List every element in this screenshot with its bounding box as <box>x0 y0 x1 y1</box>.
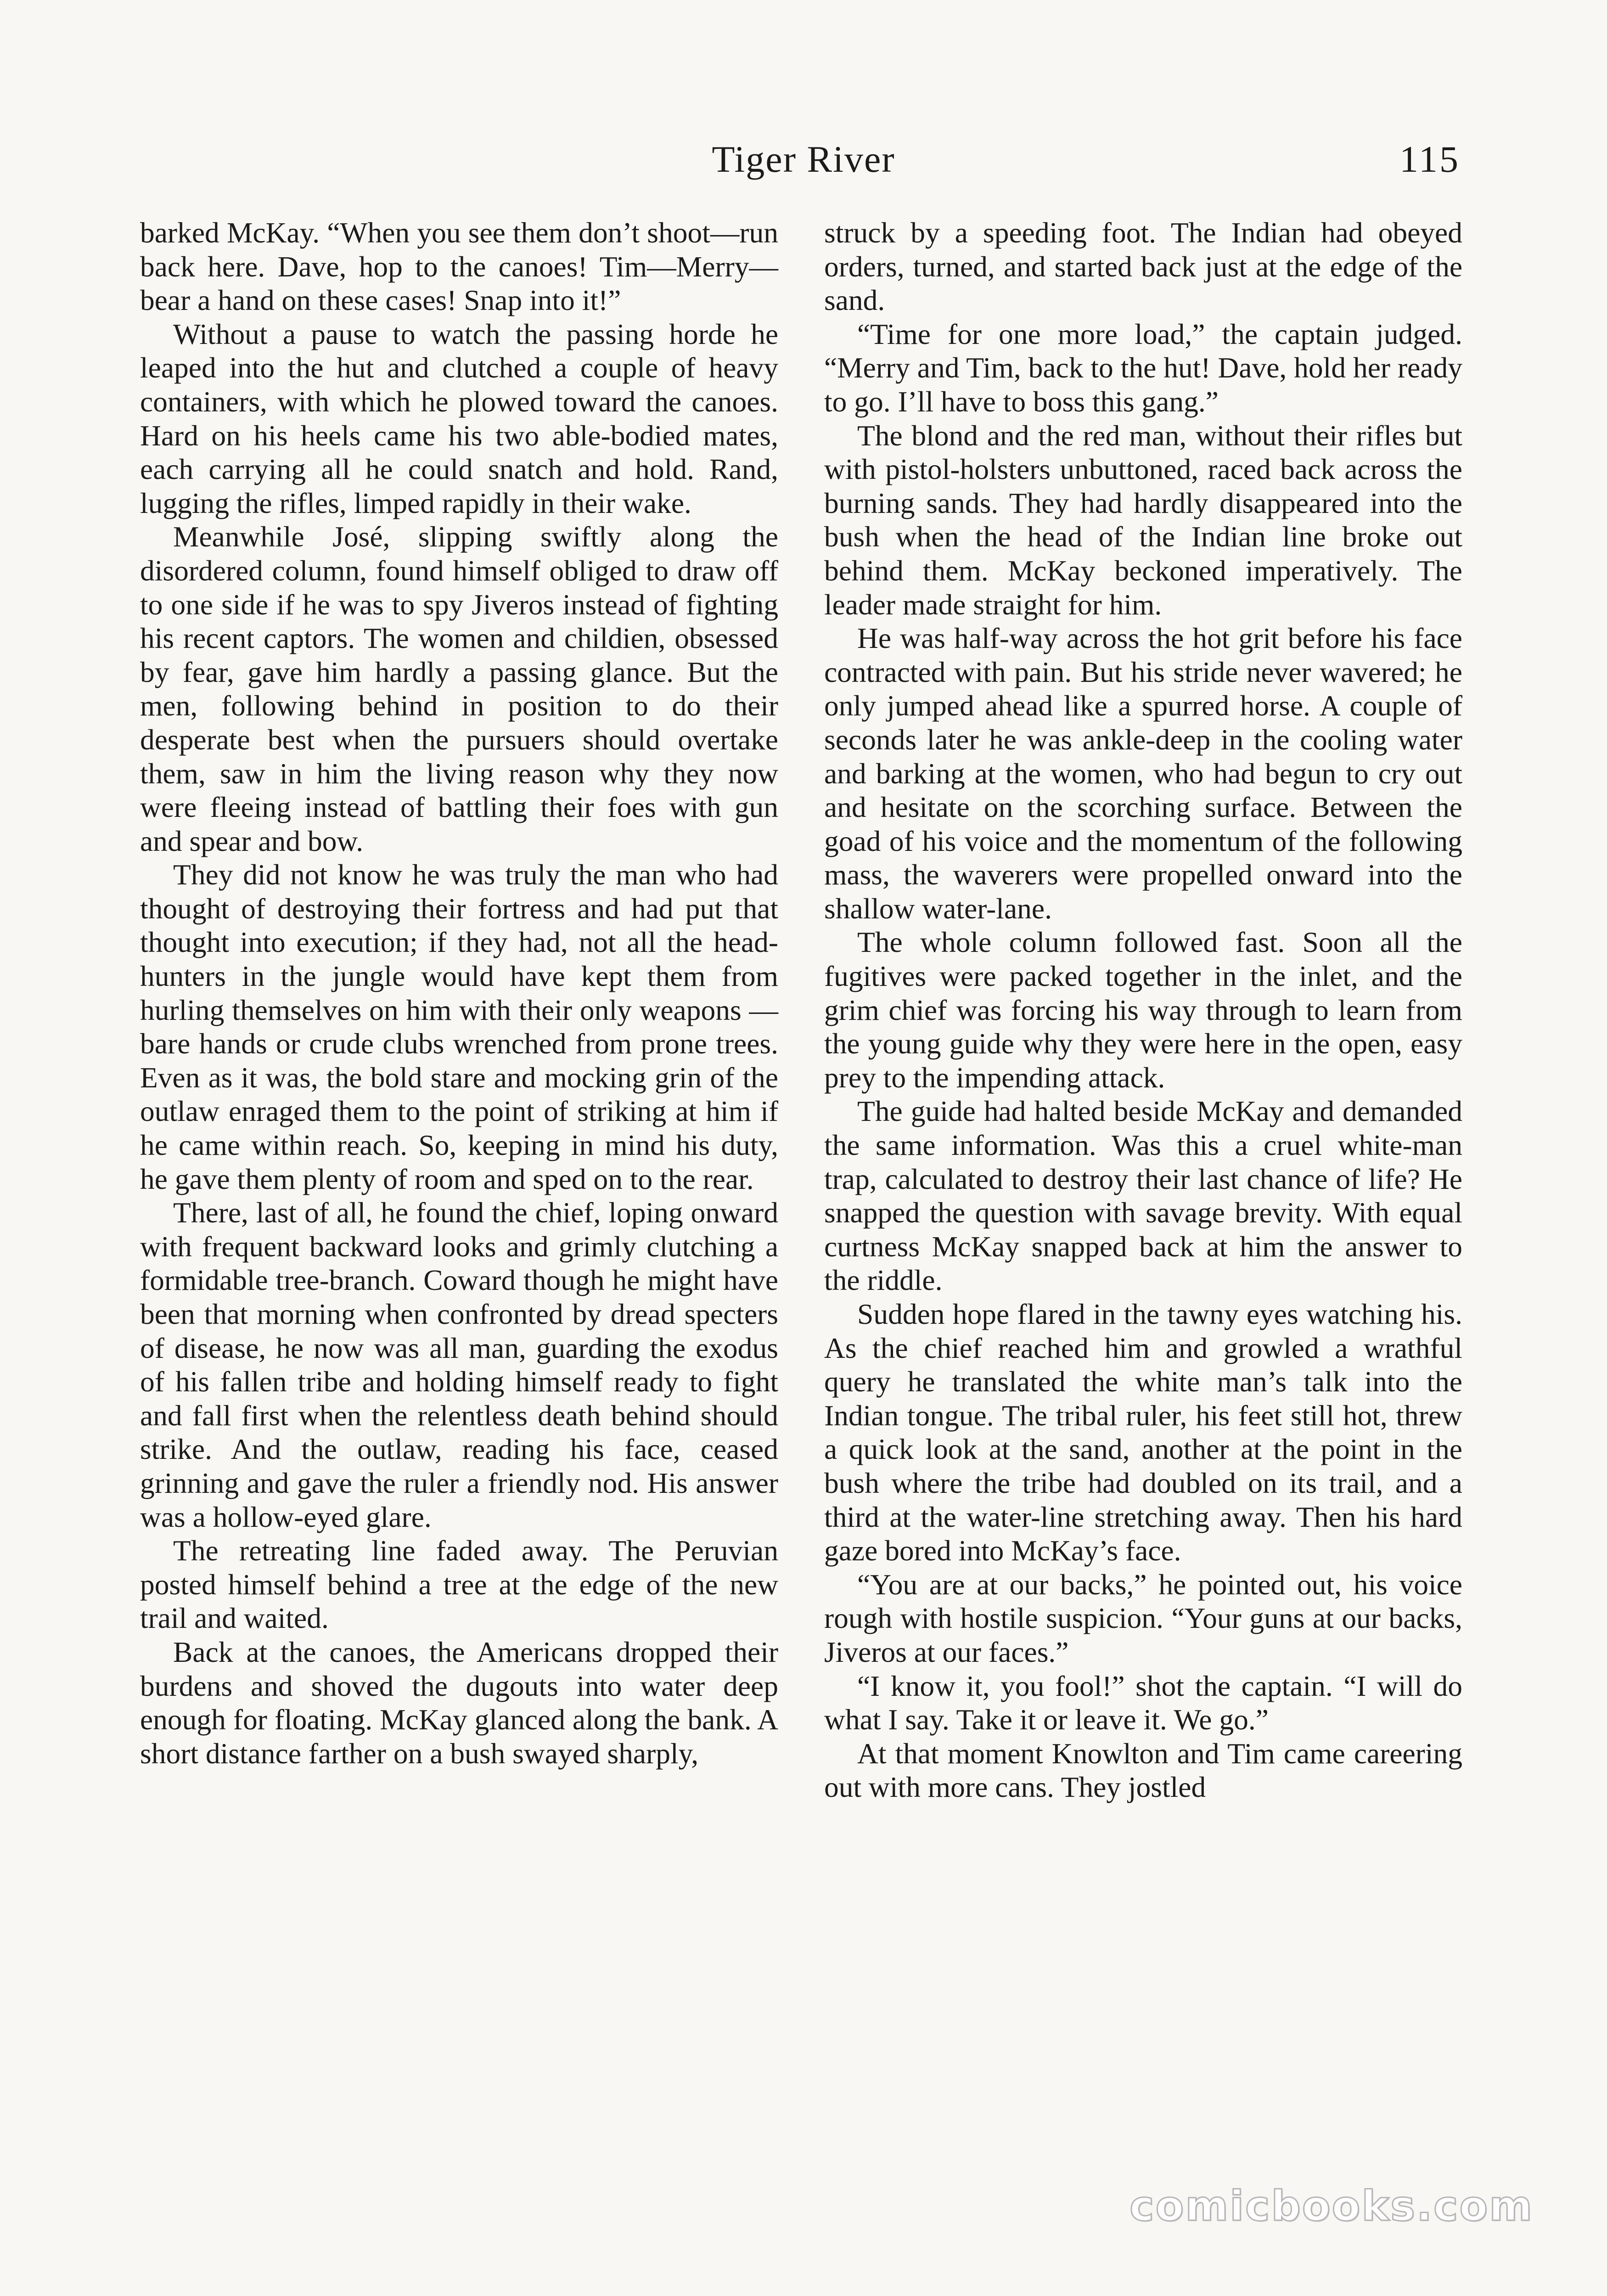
paragraph: Back at the canoes, the Americans dropped their burdens and shoved the dugouts into water deep enough for floating. McKay glanced along the bank. A short distance farther on a bush swayed sharply, <box>140 1635 778 1770</box>
paragraph: Sudden hope flared in the tawny eyes watching his. As the chief reached him and growled a wrathful query he translated the white man’s talk into the Indian tongue. The tribal ruler, his feet still hot, threw a quick look at the sand, another at the point in the bush where the tribe had doubled on its trail, and a third at the water-line stretching away. Then his hard gaze bored into McKay’s face. <box>824 1298 1462 1567</box>
site-watermark: comicbooks.com <box>1129 2182 1534 2230</box>
paragraph: “I know it, you fool!” shot the captain. “I will do what I say. Take it or leave it. We go.” <box>824 1669 1462 1736</box>
paragraph: He was half-way across the hot grit before his face contracted with pain. But his stride never wavered; he only jumped ahead like a spurred horse. A couple of seconds later he was ankle-deep in the cooling water and barking at the women, who had begun to cry out and hesitate on the scorching surface. Between the goad of his voice and the momentum of the following mass, the waverers were propelled onward into the shallow water-lane. <box>824 622 1462 925</box>
paragraph: At that moment Knowlton and Tim came careering out with more cans. They jostled <box>824 1737 1462 1804</box>
paragraph: The whole column followed fast. Soon all the fugitives were packed together in the inlet, and the grim chief was forcing his way through to learn from the young guide why they were here in the open, easy prey to the impending attack. <box>824 926 1462 1094</box>
paragraph: Without a pause to watch the passing horde he leaped into the hut and clutched a couple of heavy containers, with which he plowed toward the canoes. Hard on his heels came his two able-bodied mates, each carrying all he could snatch and hold. Rand, lugging the rifles, limped rapidly in their wake. <box>140 317 778 519</box>
paragraph: They did not know he was truly the man who had thought of destroying their fortress and had put that thought into execution; if they had, not all the head-hunters in the jungle would have kept them from hurling themselves on him with their only weapons —bare hands or crude clubs wrenched from prone trees. Even as it was, the bold stare and mocking grin of the outlaw enraged them to the point of striking at him if he came within reach. So, keeping in mind his duty, he gave them plenty of room and sped on to the rear. <box>140 858 778 1195</box>
paragraph: There, last of all, he found the chief, loping onward with frequent backward looks and grimly clutching a formidable tree-branch. Coward though he might have been that morning when confronted by dread specters of disease, he now was all man, guarding the exodus of his fallen tribe and holding himself ready to fight and fall first when the relentless death behind should strike. And the outlaw, reading his face, ceased grinning and gave the ruler a friendly nod. His answer was a hollow-eyed glare. <box>140 1196 778 1533</box>
running-title: Tiger River <box>712 138 895 180</box>
paragraph: “Time for one more load,” the captain judged. “Merry and Tim, back to the hut! Dave, hold her ready to go. I’ll have to boss this gang.” <box>824 317 1462 418</box>
paragraph: “You are at our backs,” he pointed out, his voice rough with hostile suspicion. “Your guns at our backs, Jiveros at our faces.” <box>824 1568 1462 1668</box>
paragraph: The guide had halted beside McKay and demanded the same information. Was this a cruel white-man trap, calculated to destroy their last chance of life? He snapped the question with savage brevity. With equal curtness McKay snapped back at him the answer to the riddle. <box>824 1095 1462 1297</box>
paragraph: The blond and the red man, without their rifles but with pistol-holsters unbuttoned, raced back across the burning sands. They had hardly disappeared into the bush when the head of the Indian line broke out behind them. McKay beckoned imperatively. The leader made straight for him. <box>824 419 1462 621</box>
paragraph: Meanwhile José, slipping swiftly along the disordered column, found himself obliged to draw off to one side if he was to spy Jiveros instead of fighting his recent captors. The women and childien, obsessed by fear, gave him hardly a passing glance. But the men, following behind in position to do their desperate best when the pursuers should overtake them, saw in him the living reason why they now were fleeing instead of battling their foes with gun and spear and bow. <box>140 520 778 857</box>
left-column <box>140 216 778 1770</box>
paragraph: The retreating line faded away. The Peruvian posted himself behind a tree at the edge of the new trail and waited. <box>140 1534 778 1635</box>
paragraph: struck by a speeding foot. The Indian had obeyed orders, turned, and started back just at the edge of the sand. <box>824 216 1462 317</box>
page-number: 115 <box>1399 138 1460 180</box>
right-column <box>824 216 1462 1804</box>
paragraph: barked McKay. “When you see them don’t shoot—run back here. Dave, hop to the canoes! Tim—Merry—bear a hand on these cases! Snap into it!” <box>140 216 778 317</box>
page-header <box>138 138 1469 193</box>
